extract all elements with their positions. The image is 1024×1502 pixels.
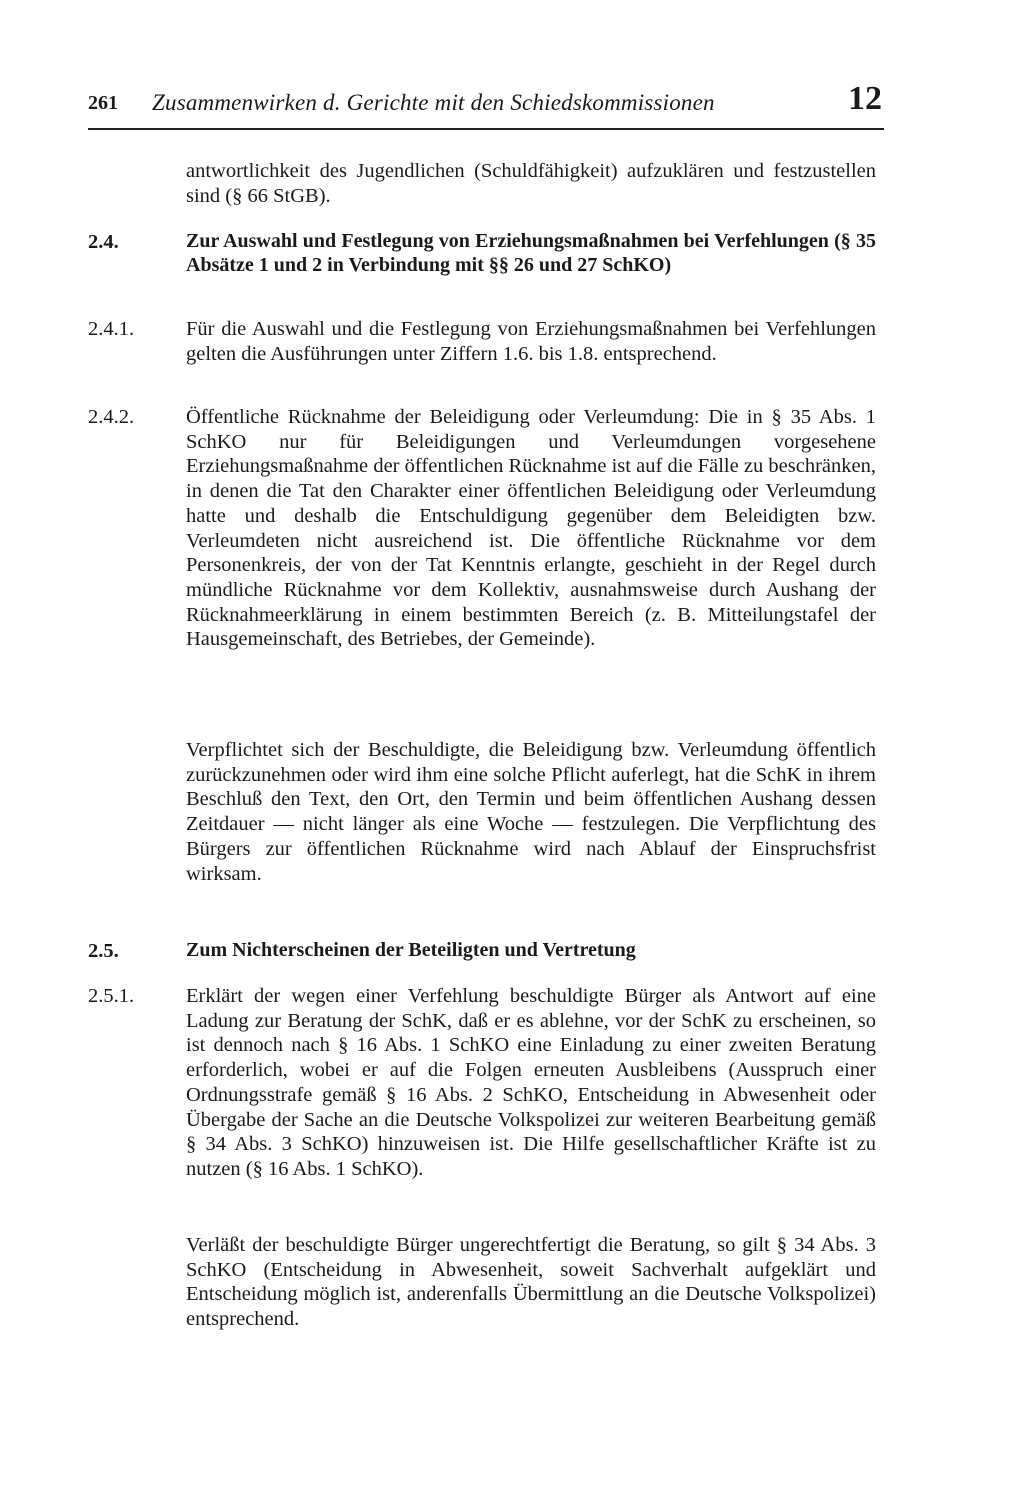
continuation-paragraph: antwortlichkeit des Jugendlichen (Schuldfähigkeit) aufzuklären und festzustellen sind (§ 66 StGB). <box>186 160 876 207</box>
section-number-2-5-1: 2.5.1. <box>88 985 135 1007</box>
section-paragraph-2-5-1-b: Verläßt der beschuldigte Bürger ungerechtfertigt die Beratung, so gilt § 34 Abs. 3 SchKO (Entscheidung in Abwesenheit, soweit Sachverhalt aufgeklärt und Entscheidung möglich ist, anderenfalls Übermittlung an die Deutsche Volkspolizei) entsprechend. <box>186 1234 876 1331</box>
running-title: Zusammenwirken d. Gerichte mit den Schiedskommissionen <box>152 90 715 115</box>
header-rule <box>88 128 884 130</box>
section-number-2-4: 2.4. <box>88 231 119 253</box>
section-paragraph-2-4-2-b: Verpflichtet sich der Beschuldigte, die Beleidigung bzw. Verleumdung öffentlich zurückzunehmen oder wird ihm eine solche Pflicht auferlegt, hat die SchK in ihrem Beschluß den Text, den Ort, den Termin und beim öffentlichen Aushang dessen Zeitdauer — nicht länger als eine Woche — festzulegen. Die Verpflichtung des Bürgers zur öffentlichen Rücknahme wird nach Ablauf der Einspruchsfrist wirksam. <box>186 739 876 885</box>
section-paragraph-2-5-1-a: Erklärt der wegen einer Verfehlung beschuldigte Bürger als Antwort auf eine Ladung zur Beratung der SchK, daß er es ablehne, vor der SchK zu erscheinen, so ist dennoch nach § 16 Abs. 1 SchKO eine Einladung zu einer zweiten Beratung erforderlich, wobei er auf die Folgen erneuten Ausbleibens (Ausspruch einer Ordnungsstrafe gemäß § 16 Abs. 2 SchKO, Entscheidung in Abwesenheit oder Übergabe der Sache an die Deutsche Volkspolizei zur weiteren Bearbeitung gemäß § 34 Abs. 3 SchKO) hinzuweisen ist. Die Hilfe gesellschaftlicher Kräfte ist zu nutzen (§ 16 Abs. 1 SchKO). <box>186 985 876 1180</box>
section-number-2-4-2: 2.4.2. <box>88 406 135 428</box>
chapter-number: 12 <box>848 80 882 117</box>
section-number-2-5: 2.5. <box>88 940 119 962</box>
page-number: 261 <box>88 92 118 114</box>
section-paragraph-2-4-2-a: Öffentliche Rücknahme der Beleidigung oder Verleumdung: Die in § 35 Abs. 1 SchKO nur für Beleidigungen und Verleumdungen vorgesehene Erziehungsmaßnahme der öffentlichen Rücknahme ist auf die Fälle zu beschränken, in denen die Tat den Charakter einer öffentlichen Beleidigung oder Verleumdung hatte und deshalb die Entschuldigung gegenüber dem Beleidigten bzw. Verleumdeten nicht ausreichend ist. Die öffentliche Rücknahme vor dem Personenkreis, der von der Tat Kenntnis erlangte, geschieht in der Regel durch mündliche Rücknahme vor dem Kollektiv, ausnahmsweise durch Aushang der Rücknahmeerklärung in einem bestimmten Bereich (z. B. Mitteilungstafel der Hausgemeinschaft, des Betriebes, der Gemeinde). <box>186 406 876 651</box>
page-header <box>88 80 884 122</box>
section-number-2-4-1: 2.4.1. <box>88 318 135 340</box>
section-text-2-4-1: Für die Auswahl und die Festlegung von Erziehungsmaßnahmen bei Verfehlungen gelten die Ausführungen unter Ziffern 1.6. bis 1.8. entsprechend. <box>186 318 876 365</box>
section-heading-2-5: Zum Nichterscheinen der Beteiligten und Vertretung <box>186 939 636 961</box>
section-heading-2-4: Zur Auswahl und Festlegung von Erziehungsmaßnahmen bei Verfehlungen (§ 35 Absätze 1 und 2 in Verbindung mit §§ 26 und 27 SchKO) <box>186 230 876 276</box>
